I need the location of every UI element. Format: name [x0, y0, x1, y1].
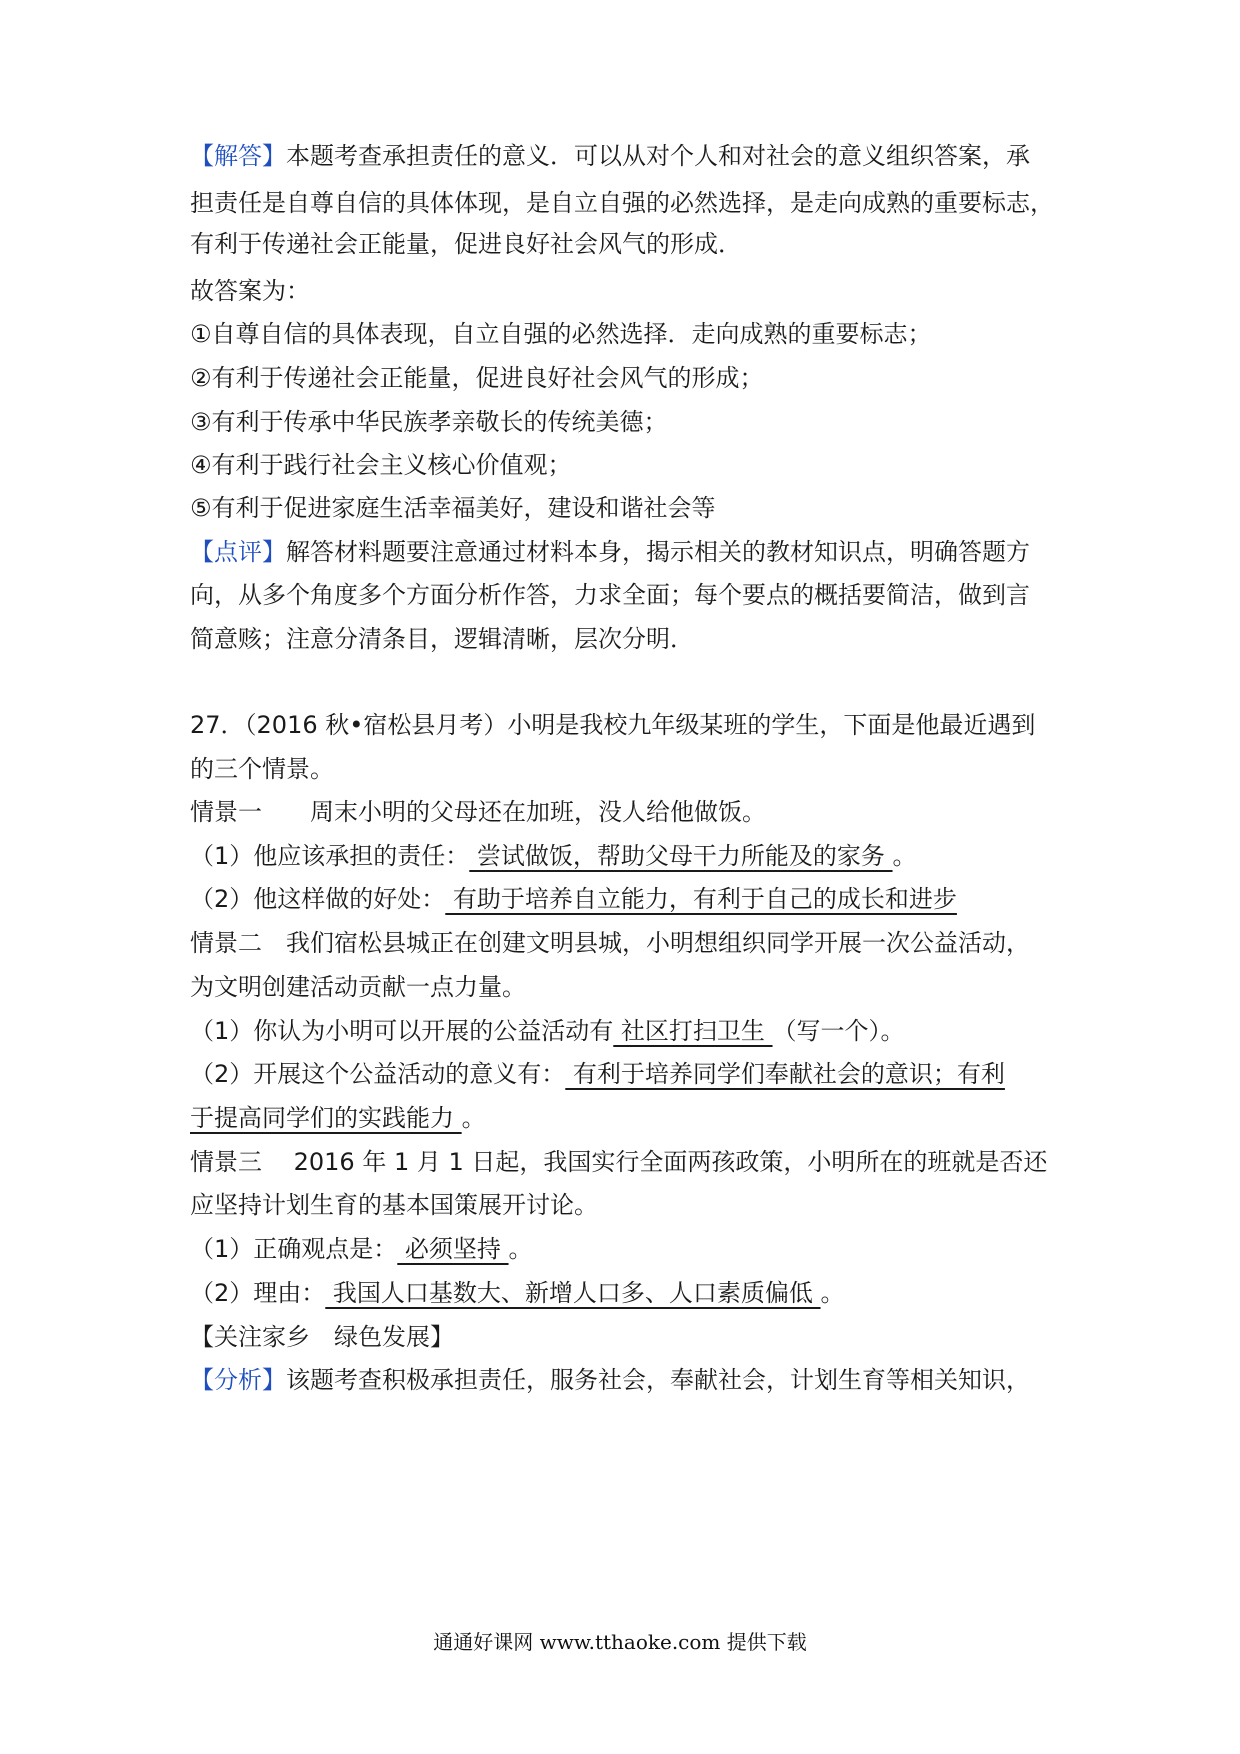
answer-text-1: 本题考查承担责任的意义．可以从对个人和对社会的意义组织答案，承 — [286, 142, 1030, 170]
scene3-line-2: 应坚持计划生育的基本国策展开讨论。 — [190, 1191, 598, 1219]
answer-tag: 【解答】 — [190, 142, 286, 170]
scene1-title: 情景一 周末小明的父母还在加班，没人给他做饭。 — [190, 798, 766, 826]
scene3-line-1: 情景三 2016 年 1 月 1 日起，我国实行全面两孩政策，小明所在的班就是否还 — [190, 1148, 1048, 1176]
answer-point-5: ⑤有利于促进家庭生活幸福美好，建设和谐社会等 — [190, 494, 716, 522]
section-title: 【关注家乡 绿色发展】 — [190, 1323, 454, 1351]
scene2-q2-suffix: 。 — [461, 1104, 486, 1132]
answer-line-3: 有利于传递社会正能量，促进良好社会风气的形成． — [190, 230, 742, 258]
scene2-q2-cont — [190, 1101, 1060, 1135]
comment-line-2: 向，从多个角度多个方面分析作答，力求全面；每个要点的概括要简洁，做到言 — [190, 581, 1030, 609]
scene1-q2-answer: 有助于培养自立能力，有利于自己的成长和进步 — [445, 885, 957, 913]
scene1-q1-suffix: 。 — [892, 842, 917, 870]
scene2-line-2: 为文明创建活动贡献一点力量。 — [190, 973, 526, 1001]
answer-point-1: ①自尊自信的具体表现，自立自强的必然选择．走向成熟的重要标志； — [190, 320, 932, 348]
scene3-q1-answer: 必须坚持 — [397, 1235, 509, 1263]
scene1-q2 — [190, 882, 1060, 916]
scene2-q1-answer: 社区打扫卫生 — [613, 1017, 773, 1045]
scene2-q2-answer-2: 于提高同学们的实践能力 — [190, 1104, 462, 1132]
answer-point-4: ④有利于践行社会主义核心价值观； — [190, 451, 572, 479]
comment-text-1: 解答材料题要注意通过材料本身，揭示相关的教材知识点，明确答题方 — [286, 538, 1030, 566]
analysis-text: 该题考查积极承担责任，服务社会，奉献社会，计划生育等相关知识， — [286, 1366, 1030, 1394]
scene2-q1-prefix: （1）你认为小明可以开展的公益活动有 — [190, 1017, 614, 1045]
scene1-q1-prefix: （1）他应该承担的责任： — [190, 842, 470, 870]
comment-line-3: 简意赅；注意分清条目，逻辑清晰，层次分明． — [190, 625, 694, 653]
scene3-q2-suffix: 。 — [820, 1279, 845, 1307]
answer-point-3: ③有利于传承中华民族孝亲敬长的传统美德； — [190, 408, 668, 436]
scene2-q2-prefix: （2）开展这个公益活动的意义有： — [190, 1060, 566, 1088]
q27-header-line-2: 的三个情景。 — [190, 755, 334, 783]
analysis-tag: 【分析】 — [190, 1366, 286, 1394]
scene3-q1-prefix: （1）正确观点是： — [190, 1235, 398, 1263]
answer-point-2: ②有利于传递社会正能量，促进良好社会风气的形成； — [190, 364, 764, 392]
page-footer: 通通好课网 www.tthaoke.com 提供下载 — [433, 1630, 807, 1654]
answer-line-1 — [190, 139, 1060, 173]
scene2-q2-answer-1: 有利于培养同学们奉献社会的意识；有利 — [565, 1060, 1005, 1088]
scene1-q1 — [190, 839, 1060, 873]
answer-conclusion: 故答案为： — [190, 277, 310, 305]
scene3-q2-prefix: （2）理由： — [190, 1279, 326, 1307]
comment-tag: 【点评】 — [190, 538, 286, 566]
scene3-q2-answer: 我国人口基数大、新增人口多、人口素质偏低 — [325, 1279, 821, 1307]
scene3-q1 — [190, 1232, 1060, 1266]
scene2-q1-suffix: （写一个）。 — [772, 1017, 905, 1045]
q27-header-line-1: 27．（2016 秋•宿松县月考）小明是我校九年级某班的学生，下面是他最近遇到 — [190, 711, 1036, 739]
scene2-line-1: 情景二 我们宿松县城正在创建文明县城，小明想组织同学开展一次公益活动， — [190, 929, 1030, 957]
scene1-q2-prefix: （2）他这样做的好处： — [190, 885, 446, 913]
scene2-q2 — [190, 1057, 1060, 1091]
scene3-q1-suffix: 。 — [508, 1235, 533, 1263]
comment-line-1 — [190, 535, 1060, 569]
scene1-q1-answer: 尝试做饭，帮助父母干力所能及的家务 — [469, 842, 893, 870]
scene2-q1 — [190, 1014, 1060, 1048]
scene3-q2 — [190, 1276, 1060, 1310]
analysis-line — [190, 1363, 1060, 1397]
answer-line-2: 担责任是自尊自信的具体体现，是自立自强的必然选择，是走向成熟的重要标志， — [190, 189, 1054, 217]
